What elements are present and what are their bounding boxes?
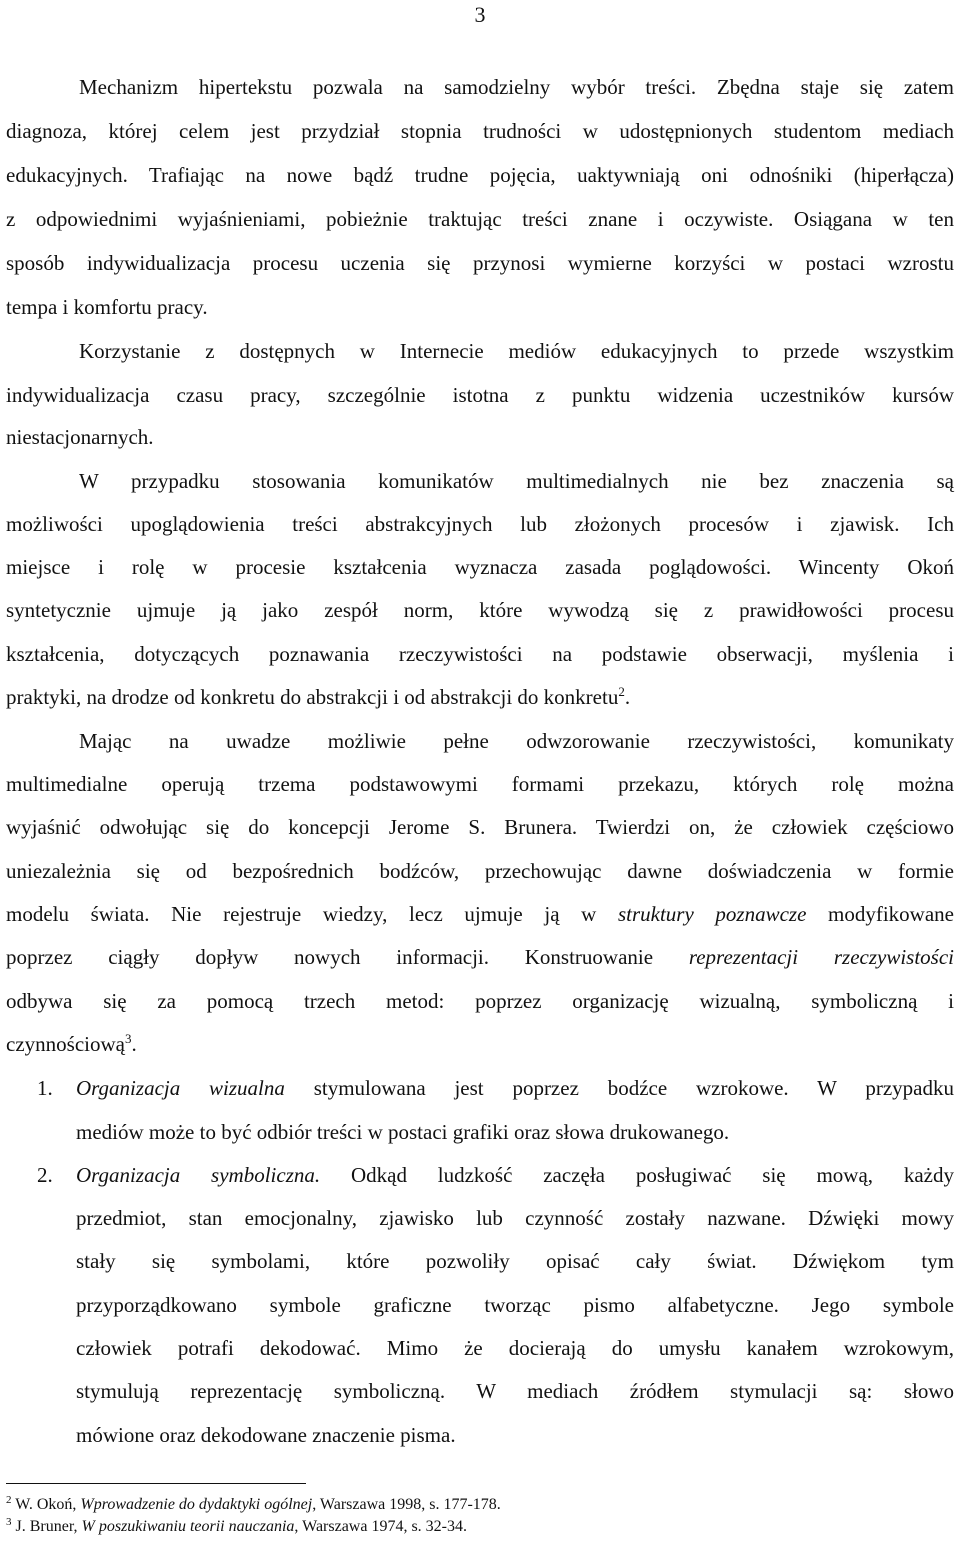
text-span: modyfikowane [828, 902, 954, 926]
text-line: przyporządkowano symbole graficzne tworząc pismo alfabetyczne. Jego symbole [76, 1293, 954, 1317]
text-line: odbywa się za pomocą trzech metod: poprzez organizację wizualną, symboliczną i [6, 989, 954, 1013]
text-line [76, 1161, 954, 1189]
text-line: syntetycznie ujmuje ją jako zespół norm, które wywodzą się z prawidłowości procesu [6, 598, 954, 622]
text-span: Odkąd ludzkość zaczęła posługiwać się mową, każdy [350, 1163, 954, 1187]
text-line: sposób indywidualizacja procesu uczenia się przynosi wymierne korzyści w postaci wzrostu [6, 251, 954, 275]
text-line: możliwości upoglądowienia treści abstrakcyjnych lub złożonych procesów i zjawisk. Ich [6, 512, 954, 536]
text-span: czynnościową [6, 1032, 125, 1056]
text-line: z odpowiednimi wyjaśnieniami, pobieżnie traktując treści znane i oczywiste. Osiągana w ten [6, 207, 954, 231]
text-line: niestacjonarnych. [6, 425, 154, 449]
footnote-number: 2 [6, 1494, 12, 1506]
text-line [76, 1074, 954, 1102]
text-line: stymulują reprezentację symboliczną. W mediach źródłem stymulacji są: słowo [76, 1379, 954, 1403]
footnote-details: , Warszawa 1998, s. 177-178. [312, 1496, 501, 1513]
text-span: modelu świata. Nie rejestruje wiedzy, lecz ujmuje ją w [6, 902, 597, 926]
text-line: Mając na uwadze możliwie pełne odwzorowanie rzeczywistości, komunikaty [79, 729, 954, 753]
text-line: wyjaśnić odwołując się do koncepcji Jerome S. Brunera. Twierdzi on, że człowiek częściowo [6, 815, 954, 839]
footnote [6, 1495, 501, 1515]
text-line: multimedialne operują trzema podstawowymi formami przekazu, których rolę można [6, 772, 954, 796]
text-line: W przypadku stosowania komunikatów multimedialnych nie bez znaczenia są [79, 469, 954, 493]
text-line: miejsce i rolę w procesie kształcenia wyznacza zasada poglądowości. Wincenty Okoń [6, 555, 954, 579]
text-line: Mechanizm hipertekstu pozwala na samodzielny wybór treści. Zbędna staje się zatem [79, 75, 954, 99]
text-line: edukacyjnych. Trafiając na nowe bądź trudne pojęcia, uaktywniają oni odnośniki (hiperłącza) [6, 163, 954, 187]
text-line: indywidualizacja czasu pracy, szczególnie istotna z punktu widzenia uczestników kursów [6, 383, 954, 407]
text-line: stały się symbolami, które pozwoliły opisać cały świat. Dźwiękom tym [76, 1249, 954, 1273]
footnote [6, 1517, 467, 1537]
text-span: praktyki, na drodze od konkretu do abstrakcji i od abstrakcji do konkretu [6, 685, 619, 709]
text-line: kształcenia, dotyczących poznawania rzeczywistości na podstawie obserwacji, myślenia i [6, 642, 954, 666]
footnote-author: J. Bruner, [15, 1518, 78, 1535]
text-span: poprzez ciągły dopływ nowych informacji. Konstruowanie [6, 945, 654, 969]
text-line: mediów może to być odbiór treści w postaci grafiki oraz słowa drukowanego. [76, 1120, 730, 1144]
text-line: tempa i komfortu pracy. [6, 295, 208, 319]
footnote-divider [6, 1483, 306, 1484]
text-line: Korzystanie z dostępnych w Internecie mediów edukacyjnych to przede wszystkim [79, 339, 954, 363]
text-line: czynnościową$^3$. [6, 1031, 137, 1056]
text-line: mówione oraz dekodowane znaczenie pisma. [76, 1423, 456, 1447]
text-line: praktyki, na drodze od konkretu do abstrakcji i od abstrakcji do konkretu$^2$. [6, 684, 631, 709]
italic-term: Organizacja symboliczna. [76, 1163, 321, 1187]
list-number: 1. [37, 1076, 53, 1100]
text-line [6, 900, 954, 928]
text-line [6, 943, 954, 971]
footnote-ref: 3 [124, 1031, 132, 1046]
text-span: stymulowana jest poprzez bodźce wzrokowe. W przypadku [313, 1076, 954, 1100]
italic-term: struktury poznawcze [617, 902, 807, 926]
footnote-author: W. Okoń, [15, 1496, 77, 1513]
footnote-title: Wprowadzenie do dydaktyki ogólnej [80, 1496, 313, 1513]
text-line: człowiek potrafi dekodować. Mimo że docierają do umysłu kanałem wzrokowym, [76, 1336, 954, 1360]
text-line: diagnoza, której celem jest przydział stopnia trudności w udostępnionych studentom mediach [6, 119, 954, 143]
italic-term: Organizacja wizualna [76, 1076, 285, 1100]
italic-term: reprezentacji rzeczywistości [688, 945, 955, 969]
text-line: przedmiot, stan emocjonalny, zjawisko lub czynność zostały nazwane. Dźwięki mowy [76, 1206, 954, 1230]
footnote-number: 3 [6, 1516, 12, 1528]
list-number: 2. [37, 1163, 53, 1187]
page-number: 3 [474, 2, 486, 27]
footnote-title: W poszukiwaniu teorii nauczania [81, 1518, 295, 1535]
text-line: uniezależnia się od bezpośrednich bodźców, przechowując dawne doświadczenia w formie [6, 859, 954, 883]
footnote-ref: 2 [618, 684, 625, 699]
footnote-details: , Warszawa 1974, s. 32-34. [294, 1518, 468, 1535]
